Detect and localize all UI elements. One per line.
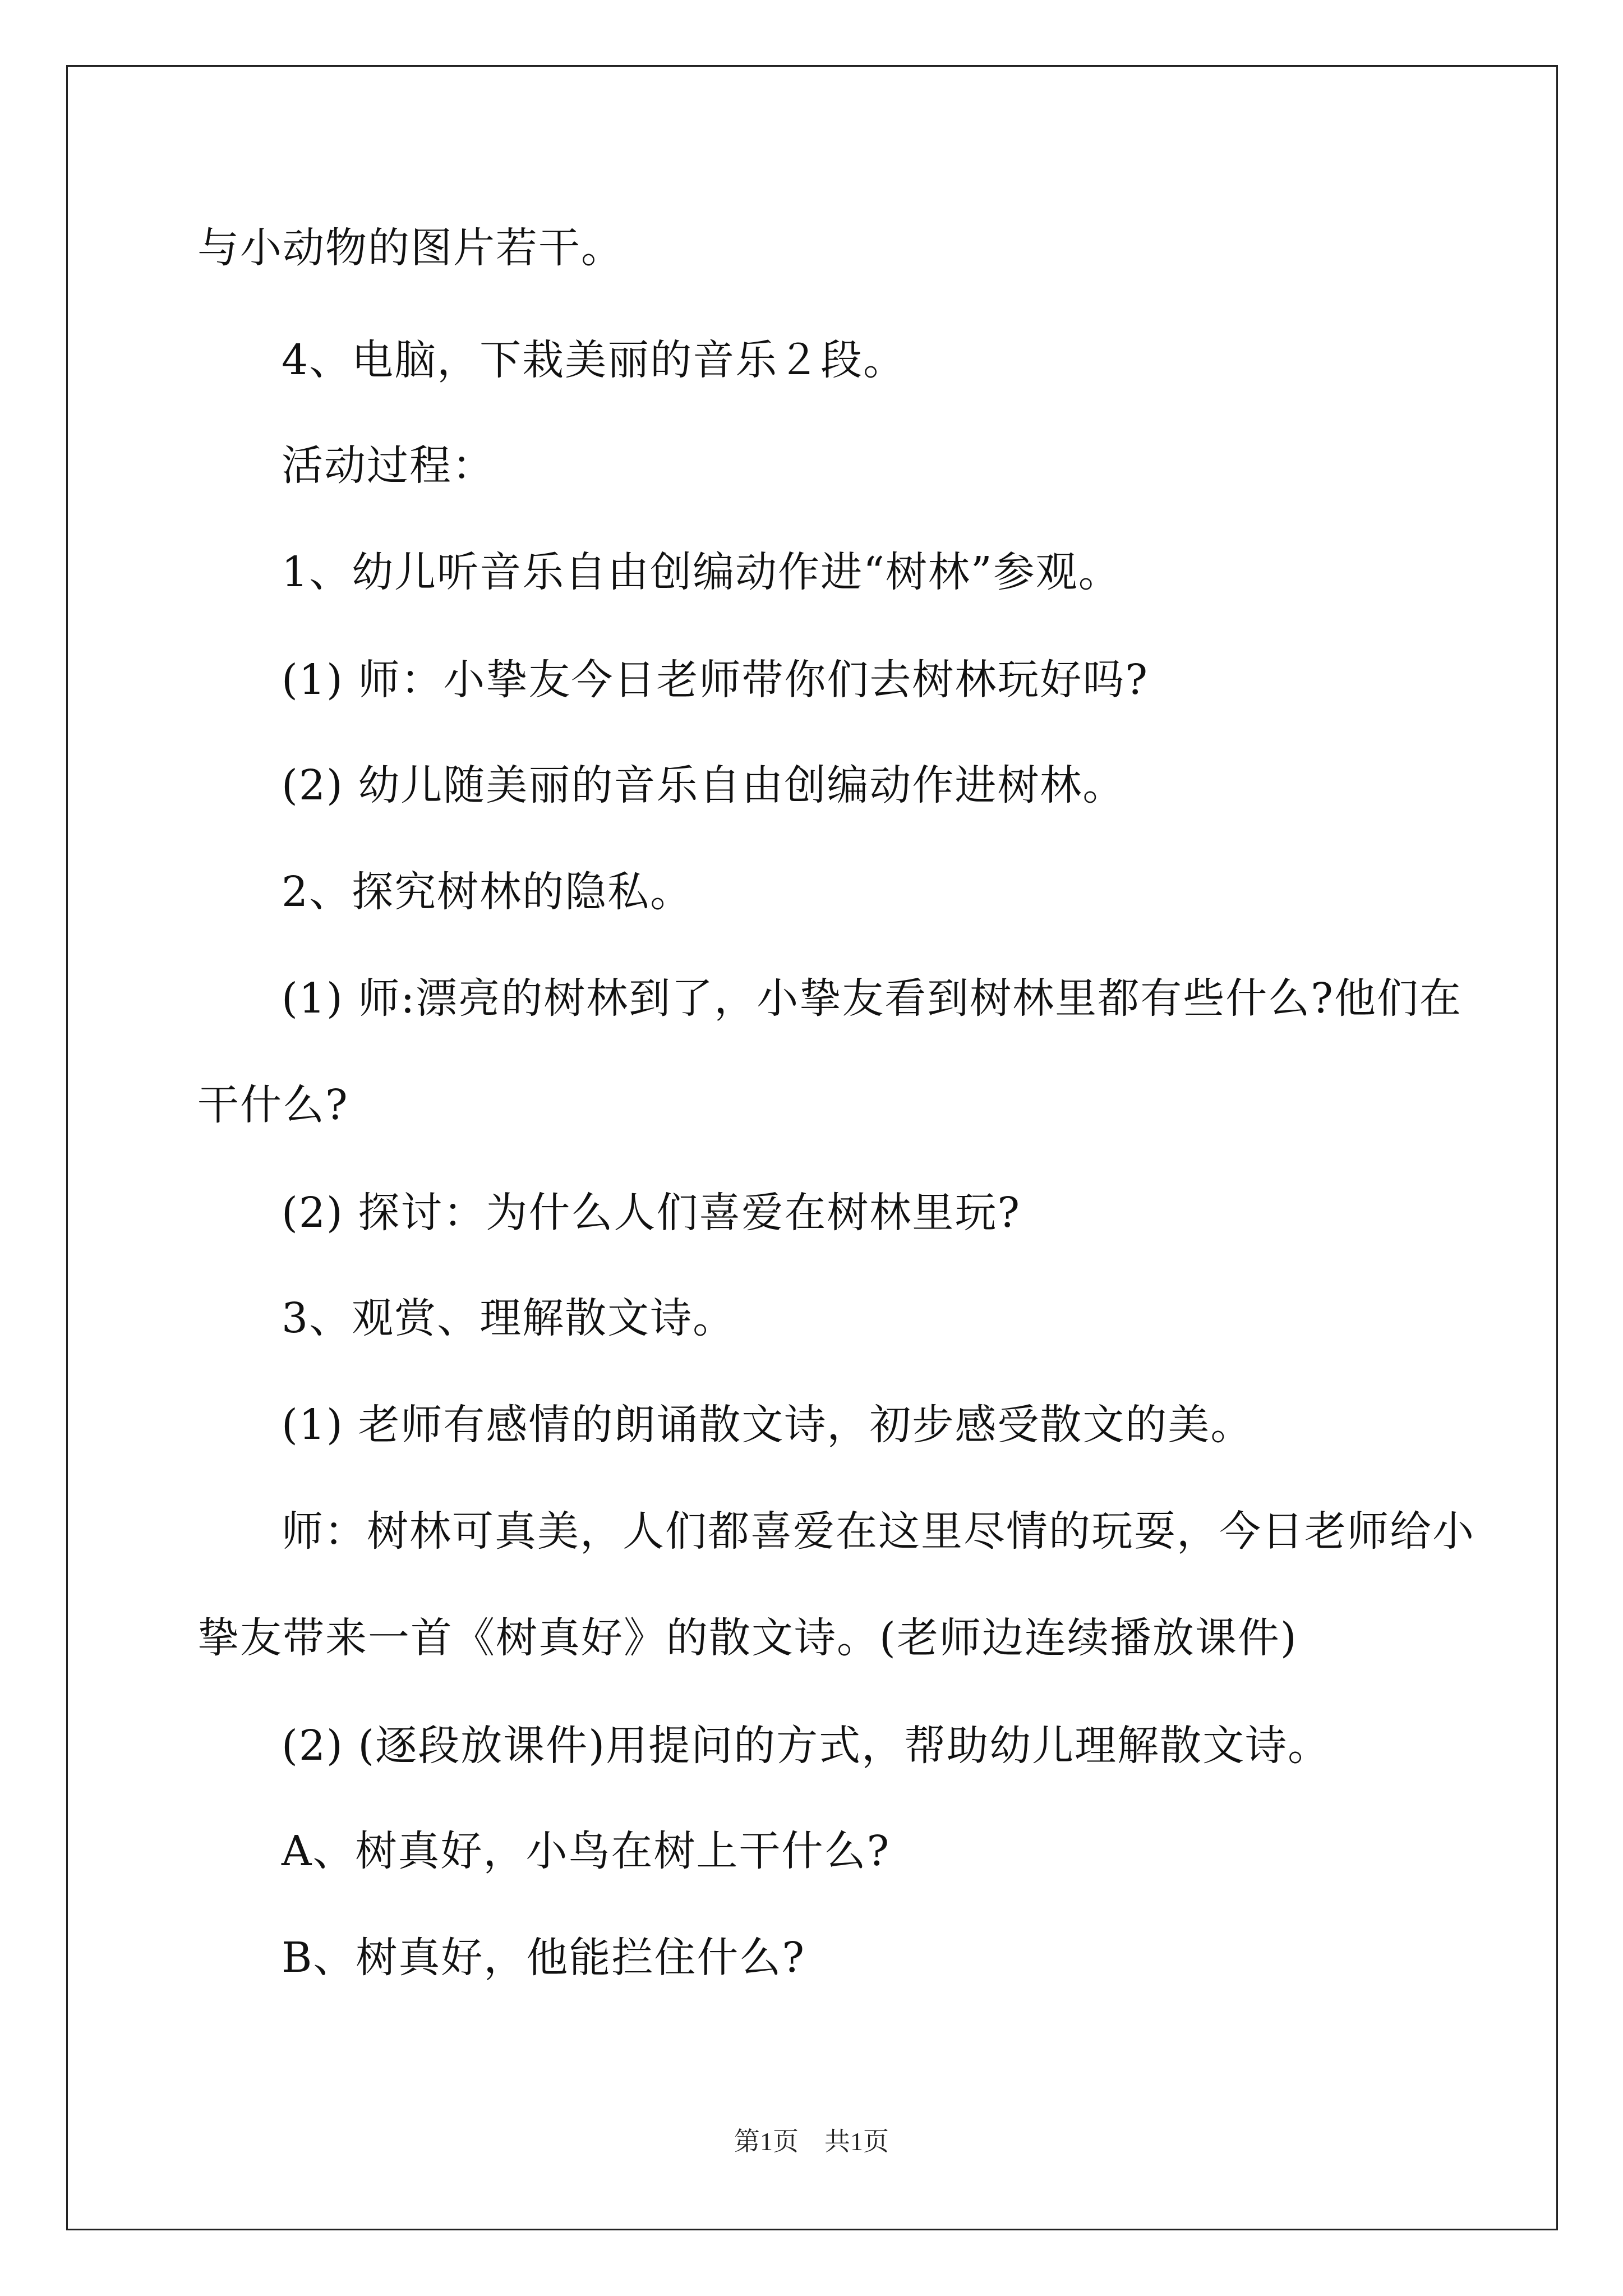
page-footer <box>0 2125 1623 2159</box>
text-line: (2) 幼儿随美丽的音乐自由创编动作进树林。 <box>282 761 1126 809</box>
page-border <box>66 65 1558 2230</box>
text-line: 师：树林可真美，人们都喜爱在这里尽情的玩耍，今日老师给小 <box>282 1507 1475 1556</box>
text-line: 活动过程： <box>282 441 495 490</box>
text-line: B、树真好，他能拦住什么? <box>282 1934 806 1982</box>
text-line: 1、幼儿听音乐自由创编动作进“树林”参观。 <box>282 548 1121 596</box>
page-total: 共1页 <box>824 2127 889 2156</box>
text-line: (1) 师:漂亮的树林到了，小挚友看到树林里都有些什么?他们在 <box>282 974 1462 1023</box>
text-line: 2、探究树林的隐私。 <box>282 868 693 916</box>
text-line: 3、观赏、理解散文诗。 <box>282 1294 736 1342</box>
page-number: 第1页 <box>734 2127 799 2156</box>
text-line: (1) 师：小挚友今日老师带你们去树林玩好吗? <box>282 656 1149 704</box>
text-line: 挚友带来一首《树真好》的散文诗。(老师边连续播放课件) <box>197 1614 1298 1662</box>
text-line: 4、电脑，下栽美丽的音乐２段。 <box>282 336 906 384</box>
text-line: (2) (逐段放课件)用提问的方式，帮助幼儿理解散文诗。 <box>282 1722 1331 1770</box>
text-line: (2) 探讨：为什么人们喜爱在树林里玩? <box>282 1189 1021 1237</box>
text-line: 与小动物的图片若干。 <box>197 224 624 272</box>
text-line: A、树真好，小鸟在树上干什么? <box>282 1827 891 1875</box>
text-line: (1) 老师有感情的朗诵散文诗，初步感受散文的美。 <box>282 1401 1253 1449</box>
text-line: 干什么? <box>197 1081 349 1129</box>
